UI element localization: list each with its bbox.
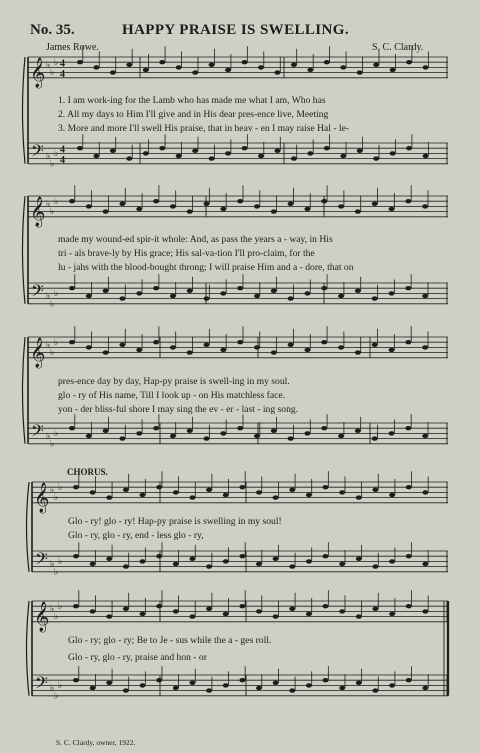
note-head — [176, 154, 182, 158]
note-head — [77, 146, 83, 150]
note-head — [206, 488, 212, 492]
note-head — [390, 68, 396, 72]
note-head — [206, 688, 212, 692]
hymn-title: HAPPY PRAISE IS SWELLING. — [122, 22, 349, 38]
note-head — [372, 488, 378, 492]
note-head — [223, 559, 229, 563]
note-head — [86, 345, 92, 349]
note-head — [340, 154, 346, 158]
note-head — [187, 289, 193, 293]
note-head — [209, 63, 215, 67]
note-head — [153, 426, 159, 430]
flat-sign: ♭ — [46, 430, 51, 441]
note-head — [187, 350, 193, 354]
note-head — [390, 151, 396, 155]
note-head — [156, 554, 162, 558]
note-head — [306, 493, 312, 497]
note-head — [220, 291, 226, 295]
note-head — [389, 559, 395, 563]
note-head — [254, 294, 260, 298]
note-head — [225, 68, 231, 72]
note-head — [356, 681, 362, 685]
note-head — [307, 68, 313, 72]
note-head — [289, 488, 295, 492]
note-head — [237, 426, 243, 430]
flat-sign: ♭ — [54, 288, 59, 298]
note-head — [422, 562, 428, 566]
note-head — [258, 65, 264, 69]
note-head — [405, 340, 411, 344]
bass-clef: 𝄢 — [31, 420, 44, 445]
note-head — [237, 340, 243, 344]
flat-sign: ♭ — [46, 290, 51, 301]
flat-sign: ♭ — [54, 690, 59, 701]
note-head — [170, 294, 176, 298]
note-head — [422, 686, 428, 690]
copyright-owner: S. C. Clardy, owner, 1922. — [56, 738, 136, 747]
note-head — [339, 562, 345, 566]
note-head — [239, 485, 245, 489]
note-head — [69, 199, 75, 203]
note-head — [304, 207, 310, 211]
note-head — [422, 434, 428, 438]
flat-sign: ♭ — [46, 150, 51, 161]
note-head — [273, 614, 279, 618]
note-head — [357, 149, 363, 153]
note-head — [422, 609, 428, 613]
note-head — [126, 63, 132, 67]
flat-sign: ♭ — [50, 558, 55, 569]
lyric-line: Glo - ry; glo - ry; Be to Je - sus while the a - ges roll. — [68, 635, 272, 646]
note-head — [93, 154, 99, 158]
flat-sign: ♭ — [46, 339, 51, 350]
lyric-line: Glo - ry, glo - ry, end - less glo - ry, — [68, 530, 204, 541]
note-head — [136, 291, 142, 295]
note-head — [291, 63, 297, 67]
note-head — [189, 614, 195, 618]
note-head — [140, 612, 146, 616]
note-head — [256, 490, 262, 494]
note-head — [242, 146, 248, 150]
flat-sign: ♭ — [50, 67, 55, 78]
note-head — [273, 681, 279, 685]
brace — [27, 482, 30, 572]
note-head — [288, 202, 294, 206]
note-head — [256, 609, 262, 613]
note-head — [355, 209, 361, 213]
treble-clef: 𝄞 — [30, 196, 46, 227]
note-head — [372, 688, 378, 692]
note-head — [372, 564, 378, 568]
note-head — [103, 429, 109, 433]
note-head — [73, 678, 79, 682]
note-head — [422, 204, 428, 208]
flat-sign: ♭ — [46, 59, 51, 70]
note-head — [103, 350, 109, 354]
note-head — [143, 68, 149, 72]
note-head — [156, 604, 162, 608]
note-head — [223, 683, 229, 687]
note-head — [288, 296, 294, 300]
time-signature: 4 — [60, 154, 65, 166]
note-head — [173, 562, 179, 566]
note-head — [356, 614, 362, 618]
note-head — [123, 688, 129, 692]
flat-sign: ♭ — [50, 347, 55, 358]
note-head — [339, 490, 345, 494]
note-head — [321, 286, 327, 290]
note-head — [159, 60, 165, 64]
composer-credit: S. C. Clardy. — [372, 42, 424, 53]
note-head — [357, 70, 363, 74]
note-head — [373, 156, 379, 160]
note-head — [73, 604, 79, 608]
note-head — [304, 348, 310, 352]
note-head — [389, 207, 395, 211]
note-head — [338, 434, 344, 438]
note-head — [307, 151, 313, 155]
note-head — [338, 345, 344, 349]
note-head — [223, 612, 229, 616]
note-head — [422, 490, 428, 494]
note-head — [405, 286, 411, 290]
note-head — [324, 60, 330, 64]
note-head — [271, 209, 277, 213]
time-signature: 4 — [60, 68, 65, 80]
flat-sign: ♭ — [54, 195, 59, 206]
note-head — [389, 348, 395, 352]
note-head — [123, 607, 129, 611]
bass-clef: 𝄢 — [35, 548, 48, 573]
note-head — [239, 554, 245, 558]
note-head — [372, 343, 378, 347]
flat-sign: ♭ — [50, 298, 55, 309]
note-head — [123, 564, 129, 568]
note-head — [69, 286, 75, 290]
lyric-line: pres-ence day by day, Hap-py praise is swell-ing in my soul. — [58, 376, 290, 387]
note-head — [338, 204, 344, 208]
note-head — [103, 289, 109, 293]
note-head — [389, 612, 395, 616]
flat-sign: ♭ — [50, 206, 55, 217]
treble-clef: 𝄞 — [34, 482, 50, 513]
note-head — [288, 343, 294, 347]
note-head — [355, 289, 361, 293]
bass-clef: 𝄢 — [31, 280, 44, 305]
note-head — [406, 554, 412, 558]
note-head — [136, 431, 142, 435]
note-head — [204, 343, 210, 347]
note-head — [110, 70, 116, 74]
note-head — [321, 340, 327, 344]
note-head — [254, 345, 260, 349]
note-head — [304, 431, 310, 435]
brace — [23, 337, 26, 444]
time-signature: 4 — [60, 144, 65, 156]
lyric-line: glo - ry of His name, Till I look up - on His matchless face. — [58, 390, 286, 401]
note-head — [73, 554, 79, 558]
note-head — [389, 291, 395, 295]
note-head — [306, 683, 312, 687]
flat-sign: ♭ — [46, 198, 51, 209]
note-head — [304, 291, 310, 295]
note-head — [389, 431, 395, 435]
note-head — [220, 207, 226, 211]
flat-sign: ♭ — [58, 556, 63, 566]
note-head — [306, 612, 312, 616]
note-head — [136, 207, 142, 211]
note-head — [153, 286, 159, 290]
note-head — [239, 604, 245, 608]
brace — [23, 196, 26, 304]
note-head — [119, 436, 125, 440]
flat-sign: ♭ — [50, 682, 55, 693]
note-head — [225, 151, 231, 155]
note-head — [189, 557, 195, 561]
flat-sign: ♭ — [50, 158, 55, 169]
flat-sign: ♭ — [58, 600, 63, 611]
flat-sign: ♭ — [54, 492, 59, 503]
note-head — [274, 149, 280, 153]
note-head — [338, 294, 344, 298]
treble-clef: 𝄞 — [30, 57, 46, 88]
note-head — [423, 65, 429, 69]
note-head — [237, 199, 243, 203]
note-head — [258, 154, 264, 158]
note-head — [422, 345, 428, 349]
lyric-line: Glo - ry, glo - ry, praise and hon - or — [68, 652, 207, 663]
flat-sign: ♭ — [54, 566, 59, 577]
note-head — [176, 65, 182, 69]
flat-sign: ♭ — [54, 56, 59, 67]
note-head — [323, 604, 329, 608]
note-head — [406, 60, 412, 64]
brace — [23, 57, 26, 164]
note-head — [355, 429, 361, 433]
note-head — [237, 286, 243, 290]
note-head — [406, 678, 412, 682]
note-head — [423, 154, 429, 158]
note-head — [187, 429, 193, 433]
note-head — [321, 426, 327, 430]
lyric-line: 1. I am work-ing for the Lamb who has made me what I am, Who has — [58, 95, 326, 106]
note-head — [289, 564, 295, 568]
note-head — [170, 345, 176, 349]
note-head — [273, 495, 279, 499]
flat-sign: ♭ — [54, 611, 59, 622]
note-head — [69, 426, 75, 430]
note-head — [209, 156, 215, 160]
note-head — [288, 436, 294, 440]
note-head — [291, 156, 297, 160]
note-head — [106, 614, 112, 618]
note-head — [126, 156, 132, 160]
note-head — [289, 607, 295, 611]
flat-sign: ♭ — [58, 680, 63, 690]
note-head — [140, 559, 146, 563]
lyric-line: 3. More and more I'll swell His praise, that in heav - en I may raise Hal - le- — [58, 123, 350, 134]
note-head — [271, 350, 277, 354]
note-head — [204, 296, 210, 300]
note-head — [220, 431, 226, 435]
treble-clef: 𝄞 — [30, 337, 46, 368]
note-head — [143, 151, 149, 155]
note-head — [110, 149, 116, 153]
note-head — [306, 559, 312, 563]
lyric-line: yon - der bliss-ful shore I may sing the ev - er - last - ing song. — [58, 404, 299, 415]
note-head — [156, 485, 162, 489]
note-head — [204, 436, 210, 440]
note-head — [339, 686, 345, 690]
note-head — [106, 557, 112, 561]
note-head — [119, 343, 125, 347]
note-head — [189, 681, 195, 685]
note-head — [405, 199, 411, 203]
note-head — [242, 60, 248, 64]
note-head — [355, 350, 361, 354]
note-head — [90, 686, 96, 690]
note-head — [170, 434, 176, 438]
note-head — [119, 296, 125, 300]
note-head — [422, 294, 428, 298]
note-head — [274, 70, 280, 74]
note-head — [192, 70, 198, 74]
note-head — [119, 202, 125, 206]
note-head — [406, 146, 412, 150]
brace — [27, 601, 30, 696]
note-head — [389, 683, 395, 687]
note-head — [356, 557, 362, 561]
note-head — [153, 199, 159, 203]
note-head — [339, 609, 345, 613]
note-head — [86, 204, 92, 208]
note-head — [206, 607, 212, 611]
note-head — [192, 149, 198, 153]
note-head — [159, 146, 165, 150]
time-signature: 4 — [60, 58, 65, 70]
note-head — [405, 426, 411, 430]
note-head — [106, 495, 112, 499]
note-head — [140, 683, 146, 687]
note-head — [373, 63, 379, 67]
note-head — [173, 609, 179, 613]
lyric-line: lu - jahs with the blood-bought throng; I will praise Him and a - dore, that on — [58, 262, 354, 273]
note-head — [324, 146, 330, 150]
note-head — [321, 199, 327, 203]
note-head — [372, 296, 378, 300]
note-head — [170, 204, 176, 208]
note-head — [73, 485, 79, 489]
note-head — [204, 202, 210, 206]
note-head — [271, 289, 277, 293]
note-head — [256, 686, 262, 690]
note-head — [273, 557, 279, 561]
note-head — [153, 340, 159, 344]
bass-clef: 𝄢 — [35, 672, 48, 697]
note-head — [372, 607, 378, 611]
flat-sign: ♭ — [50, 484, 55, 495]
note-head — [340, 65, 346, 69]
note-head — [220, 348, 226, 352]
bass-clef: 𝄢 — [31, 140, 44, 165]
hymn-number: No. 35. — [30, 22, 75, 38]
note-head — [323, 678, 329, 682]
flat-sign: ♭ — [54, 148, 59, 158]
note-head — [69, 340, 75, 344]
note-head — [239, 678, 245, 682]
note-head — [254, 434, 260, 438]
lyric-line: tri - als brave-ly by His grace; His sal-va-tion I'll pro-claim, for the — [58, 248, 315, 259]
note-head — [372, 202, 378, 206]
note-head — [173, 686, 179, 690]
note-head — [256, 562, 262, 566]
flat-sign: ♭ — [58, 481, 63, 492]
note-head — [189, 495, 195, 499]
note-head — [90, 490, 96, 494]
note-head — [86, 434, 92, 438]
note-head — [90, 609, 96, 613]
lyric-line: made my wound-ed spir-it whole: And, as pass the years a - way, in His — [58, 234, 333, 245]
note-head — [136, 348, 142, 352]
note-head — [77, 60, 83, 64]
note-head — [173, 490, 179, 494]
note-head — [187, 209, 193, 213]
chorus-label: CHORUS. — [67, 467, 108, 477]
note-head — [103, 209, 109, 213]
note-head — [223, 493, 229, 497]
note-head — [323, 554, 329, 558]
note-head — [106, 681, 112, 685]
note-head — [389, 493, 395, 497]
note-head — [323, 485, 329, 489]
note-head — [86, 294, 92, 298]
lyricist-credit: James Rowe. — [46, 42, 99, 53]
lyric-line: Glo - ry! glo - ry! Hap-py praise is swelling in my soul! — [68, 516, 282, 527]
note-head — [123, 488, 129, 492]
note-head — [254, 204, 260, 208]
note-head — [406, 485, 412, 489]
flat-sign: ♭ — [50, 603, 55, 614]
note-head — [356, 495, 362, 499]
lyric-line: 2. All my days to Him I'll give and in His dear pres-ence live, Meeting — [58, 109, 329, 120]
note-head — [271, 429, 277, 433]
note-head — [289, 688, 295, 692]
note-head — [372, 436, 378, 440]
note-head — [90, 562, 96, 566]
note-head — [93, 65, 99, 69]
note-head — [206, 564, 212, 568]
flat-sign: ♭ — [54, 336, 59, 347]
note-head — [406, 604, 412, 608]
note-head — [140, 493, 146, 497]
flat-sign: ♭ — [54, 428, 59, 438]
flat-sign: ♭ — [50, 438, 55, 449]
note-head — [156, 678, 162, 682]
treble-clef: 𝄞 — [34, 601, 50, 632]
